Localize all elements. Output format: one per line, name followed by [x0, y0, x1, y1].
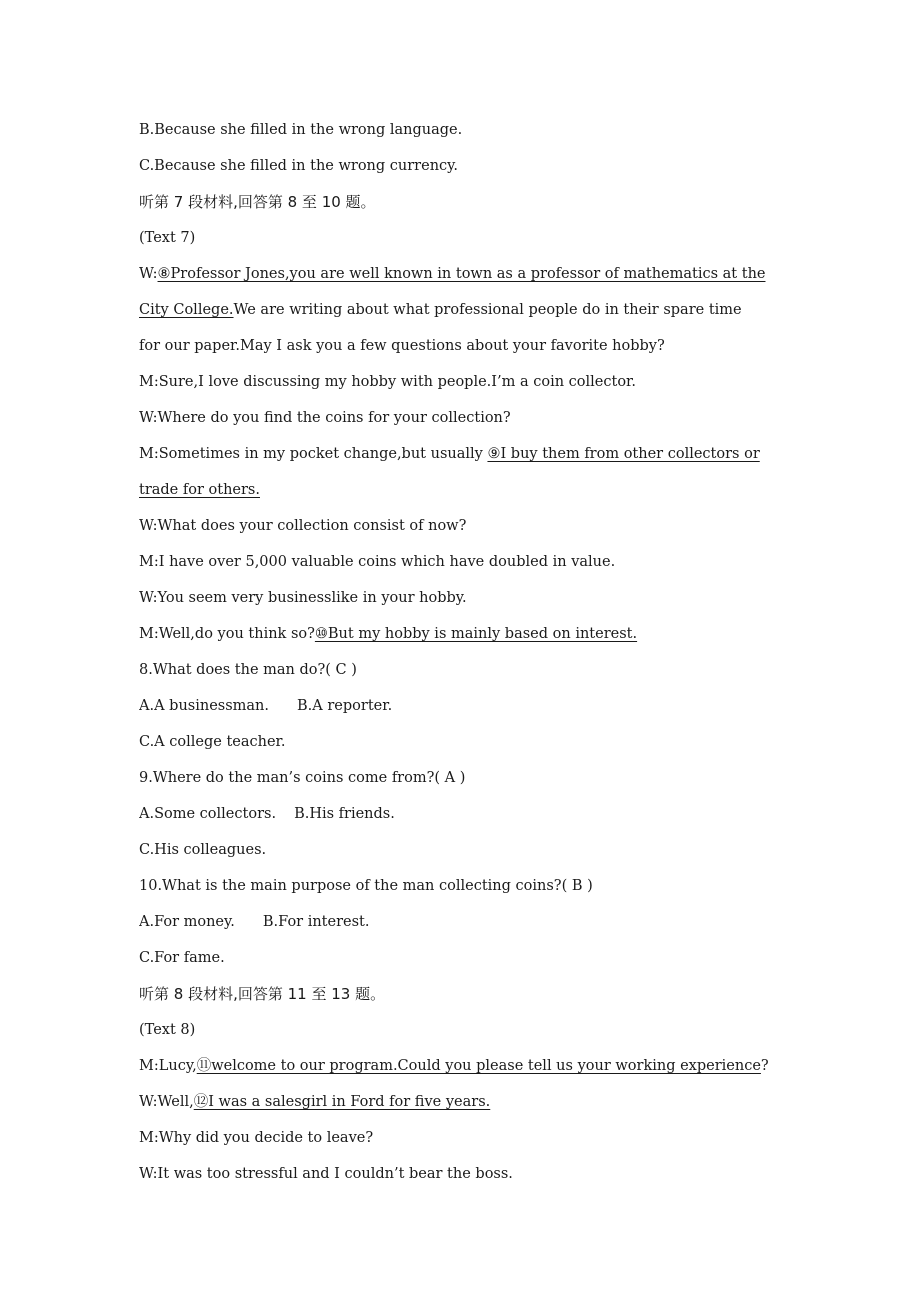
label-text: (Text 8) — [139, 1022, 196, 1038]
option-b: B.A reporter. — [297, 698, 393, 714]
text8-label — [139, 1012, 820, 1048]
option-c: C.For fame. — [139, 950, 225, 966]
option-a: A.Some collectors. — [139, 806, 277, 822]
section-heading-text7 — [139, 184, 820, 220]
underlined-text: ⑪welcome to our program.Could you please tell us your working experience — [196, 1058, 761, 1074]
dialogue-line — [139, 364, 820, 400]
option-text: B.Because she filled in the wrong language. — [139, 122, 463, 138]
underlined-text: ⑫I was a salesgirl in Ford for five years. — [193, 1094, 491, 1110]
dialogue-line — [139, 328, 820, 364]
dialogue-text: W:What does your collection consist of now? — [139, 518, 467, 534]
underlined-text: ⑨I buy them from other collectors or — [487, 446, 760, 462]
dialogue-line — [139, 436, 820, 472]
underlined-text: City College. — [139, 302, 234, 318]
dialogue-text: M:Lucy, — [139, 1058, 197, 1074]
dialogue-text: M:Well,do you think so? — [139, 626, 315, 642]
dialogue-line — [139, 1120, 820, 1156]
dialogue-text: W:It was too stressful and I couldn’t bear the boss. — [139, 1166, 513, 1182]
option-text: C.Because she filled in the wrong currency. — [139, 158, 459, 174]
option-line-c — [139, 148, 820, 184]
question-9 — [139, 760, 820, 796]
heading-text: 听第 8 段材料,回答第 11 至 13 题。 — [139, 985, 386, 1003]
question-10 — [139, 868, 820, 904]
dialogue-text: ? — [760, 1058, 769, 1074]
dialogue-text: M:I have over 5,000 valuable coins which have doubled in value. — [139, 554, 616, 570]
question-8-options — [139, 688, 820, 724]
option-b: B.His friends. — [294, 806, 395, 822]
dialogue-text: W:Well, — [139, 1094, 194, 1110]
dialogue-line — [139, 580, 820, 616]
heading-text: 听第 7 段材料,回答第 8 至 10 题。 — [139, 193, 376, 211]
dialogue-line — [139, 1048, 820, 1084]
dialogue-text: W:You seem very businesslike in your hobby. — [139, 590, 467, 606]
option-a: A.A businessman. — [139, 698, 270, 714]
option-b: B.For interest. — [262, 914, 370, 930]
dialogue-line — [139, 508, 820, 544]
section-heading-text8 — [139, 976, 820, 1012]
question-10-option-c — [139, 940, 820, 976]
text7-label — [139, 220, 820, 256]
dialogue-text: M:Sometimes in my pocket change,but usually — [139, 446, 488, 462]
question-9-option-c — [139, 832, 820, 868]
underlined-text: ⑩But my hobby is mainly based on interest. — [314, 626, 638, 642]
question-9-options — [139, 796, 820, 832]
underlined-text: trade for others. — [139, 482, 260, 498]
dialogue-text: We are writing about what professional people do in their spare time — [233, 302, 742, 318]
dialogue-text: M:Sure,I love discussing my hobby with people.I’m a coin collector. — [139, 374, 637, 390]
question-8 — [139, 652, 820, 688]
dialogue-text: M:Why did you decide to leave? — [139, 1130, 374, 1146]
question-10-options — [139, 904, 820, 940]
label-text: (Text 7) — [139, 230, 196, 246]
dialogue-line — [139, 472, 820, 508]
option-a: A.For money. — [139, 914, 235, 930]
dialogue-text: for our paper.May I ask you a few questions about your favorite hobby? — [139, 338, 665, 354]
dialogue-line — [139, 616, 820, 652]
dialogue-line — [139, 1156, 820, 1192]
dialogue-line — [139, 1084, 820, 1120]
question-text: 10.What is the main purpose of the man collecting coins?( B ) — [139, 878, 593, 894]
dialogue-line — [139, 544, 820, 580]
question-text: 9.Where do the man’s coins come from?( A ) — [139, 770, 466, 786]
question-8-option-c — [139, 724, 820, 760]
dialogue-line — [139, 256, 820, 292]
speaker: W: — [139, 266, 158, 282]
option-c: C.A college teacher. — [139, 734, 286, 750]
dialogue-line — [139, 292, 820, 328]
dialogue-line — [139, 400, 820, 436]
dialogue-text: W:Where do you find the coins for your collection? — [139, 410, 511, 426]
underlined-text: ⑧Professor Jones,you are well known in town as a professor of mathematics at the — [157, 266, 766, 282]
option-line-b — [139, 112, 820, 148]
question-text: 8.What does the man do?( C ) — [139, 662, 357, 678]
option-c: C.His colleagues. — [139, 842, 267, 858]
